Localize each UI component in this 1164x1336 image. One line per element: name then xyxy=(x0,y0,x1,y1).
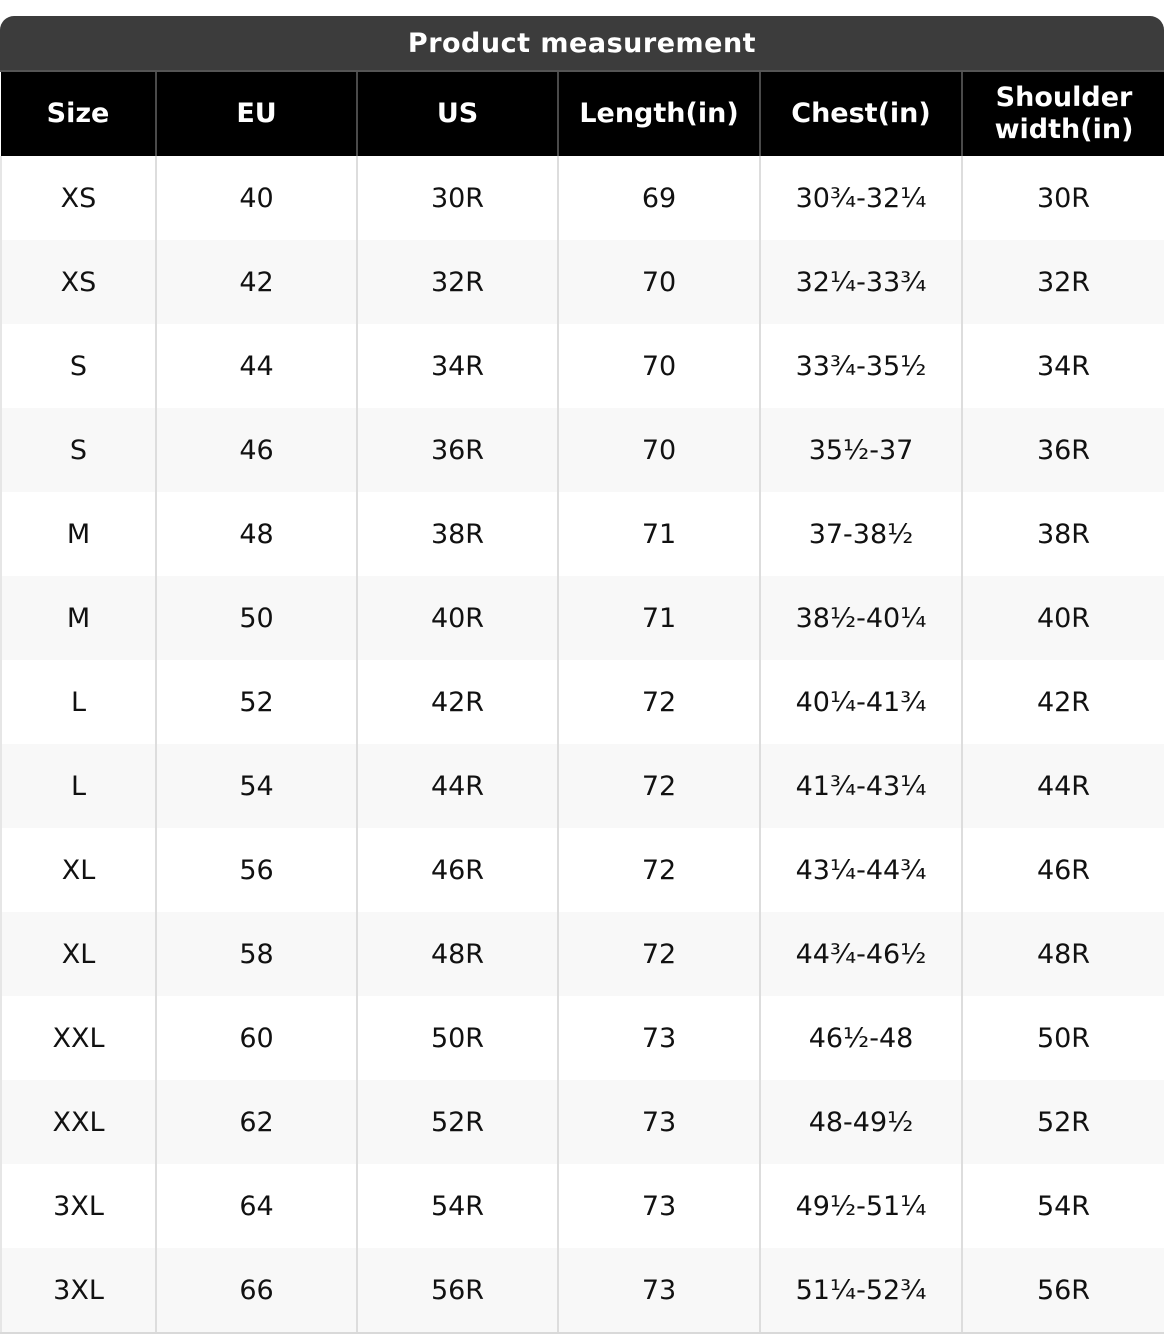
us-cell: 42R xyxy=(357,660,558,744)
table-row xyxy=(1,408,1164,492)
shoulder-width-cell: 44R xyxy=(962,744,1164,828)
length-cell: 72 xyxy=(558,744,760,828)
shoulder-width-cell: 36R xyxy=(962,408,1164,492)
size-cell: L xyxy=(1,660,156,744)
size-cell: S xyxy=(1,324,156,408)
size-cell: L xyxy=(1,744,156,828)
size-cell: M xyxy=(1,576,156,660)
chest-cell: 38½-40¼ xyxy=(760,576,962,660)
table-body xyxy=(1,156,1164,1332)
table-row xyxy=(1,240,1164,324)
eu-cell: 56 xyxy=(156,828,357,912)
eu-cell: 54 xyxy=(156,744,357,828)
table-row xyxy=(1,324,1164,408)
table-row xyxy=(1,660,1164,744)
table-row xyxy=(1,828,1164,912)
header-row xyxy=(1,72,1164,156)
chest-cell: 37-38½ xyxy=(760,492,962,576)
chest-cell: 48-49½ xyxy=(760,1080,962,1164)
eu-cell: 64 xyxy=(156,1164,357,1248)
chest-cell: 32¼-33¾ xyxy=(760,240,962,324)
length-cell: 70 xyxy=(558,408,760,492)
shoulder-width-cell: 34R xyxy=(962,324,1164,408)
us-cell: 40R xyxy=(357,576,558,660)
eu-cell: 58 xyxy=(156,912,357,996)
header-eu: EU xyxy=(156,72,357,156)
size-cell: XL xyxy=(1,912,156,996)
chart-title: Product measurement xyxy=(0,16,1164,72)
chest-cell: 44¾-46½ xyxy=(760,912,962,996)
table-row xyxy=(1,492,1164,576)
us-cell: 30R xyxy=(357,156,558,240)
size-cell: 3XL xyxy=(1,1164,156,1248)
eu-cell: 44 xyxy=(156,324,357,408)
eu-cell: 60 xyxy=(156,996,357,1080)
size-cell: XS xyxy=(1,156,156,240)
us-cell: 54R xyxy=(357,1164,558,1248)
table-row xyxy=(1,1248,1164,1332)
chest-cell: 30¾-32¼ xyxy=(760,156,962,240)
length-cell: 73 xyxy=(558,1248,760,1332)
measurement-table xyxy=(0,72,1164,1332)
eu-cell: 62 xyxy=(156,1080,357,1164)
table-row xyxy=(1,576,1164,660)
us-cell: 50R xyxy=(357,996,558,1080)
eu-cell: 48 xyxy=(156,492,357,576)
header-length: Length(in) xyxy=(558,72,760,156)
length-cell: 70 xyxy=(558,240,760,324)
us-cell: 46R xyxy=(357,828,558,912)
us-cell: 38R xyxy=(357,492,558,576)
chest-cell: 33¾-35½ xyxy=(760,324,962,408)
shoulder-width-cell: 46R xyxy=(962,828,1164,912)
eu-cell: 40 xyxy=(156,156,357,240)
header-size: Size xyxy=(1,72,156,156)
length-cell: 72 xyxy=(558,660,760,744)
table-row xyxy=(1,1080,1164,1164)
eu-cell: 46 xyxy=(156,408,357,492)
length-cell: 71 xyxy=(558,492,760,576)
us-cell: 36R xyxy=(357,408,558,492)
table-row xyxy=(1,1164,1164,1248)
table-row xyxy=(1,996,1164,1080)
chest-cell: 35½-37 xyxy=(760,408,962,492)
size-cell: XL xyxy=(1,828,156,912)
us-cell: 44R xyxy=(357,744,558,828)
shoulder-width-cell: 42R xyxy=(962,660,1164,744)
us-cell: 34R xyxy=(357,324,558,408)
us-cell: 52R xyxy=(357,1080,558,1164)
table-row xyxy=(1,912,1164,996)
size-cell: 3XL xyxy=(1,1248,156,1332)
size-cell: XS xyxy=(1,240,156,324)
chest-cell: 40¼-41¾ xyxy=(760,660,962,744)
header-us: US xyxy=(357,72,558,156)
chest-cell: 41¾-43¼ xyxy=(760,744,962,828)
length-cell: 70 xyxy=(558,324,760,408)
size-cell: S xyxy=(1,408,156,492)
shoulder-width-cell: 50R xyxy=(962,996,1164,1080)
shoulder-width-cell: 32R xyxy=(962,240,1164,324)
length-cell: 73 xyxy=(558,1080,760,1164)
length-cell: 73 xyxy=(558,1164,760,1248)
chest-cell: 49½-51¼ xyxy=(760,1164,962,1248)
length-cell: 72 xyxy=(558,828,760,912)
eu-cell: 52 xyxy=(156,660,357,744)
chest-cell: 46½-48 xyxy=(760,996,962,1080)
eu-cell: 42 xyxy=(156,240,357,324)
shoulder-width-cell: 52R xyxy=(962,1080,1164,1164)
table-row xyxy=(1,156,1164,240)
eu-cell: 66 xyxy=(156,1248,357,1332)
us-cell: 56R xyxy=(357,1248,558,1332)
shoulder-width-cell: 56R xyxy=(962,1248,1164,1332)
size-cell: XXL xyxy=(1,996,156,1080)
shoulder-width-cell: 38R xyxy=(962,492,1164,576)
length-cell: 73 xyxy=(558,996,760,1080)
size-chart xyxy=(0,16,1164,1334)
shoulder-width-cell: 48R xyxy=(962,912,1164,996)
header-chest: Chest(in) xyxy=(760,72,962,156)
table-row xyxy=(1,744,1164,828)
length-cell: 72 xyxy=(558,912,760,996)
chest-cell: 51¼-52¾ xyxy=(760,1248,962,1332)
us-cell: 48R xyxy=(357,912,558,996)
shoulder-width-cell: 54R xyxy=(962,1164,1164,1248)
us-cell: 32R xyxy=(357,240,558,324)
size-cell: XXL xyxy=(1,1080,156,1164)
eu-cell: 50 xyxy=(156,576,357,660)
length-cell: 69 xyxy=(558,156,760,240)
shoulder-width-cell: 30R xyxy=(962,156,1164,240)
size-cell: M xyxy=(1,492,156,576)
length-cell: 71 xyxy=(558,576,760,660)
shoulder-width-cell: 40R xyxy=(962,576,1164,660)
header-shoulder-width: Shoulder width(in) xyxy=(962,72,1164,156)
chest-cell: 43¼-44¾ xyxy=(760,828,962,912)
